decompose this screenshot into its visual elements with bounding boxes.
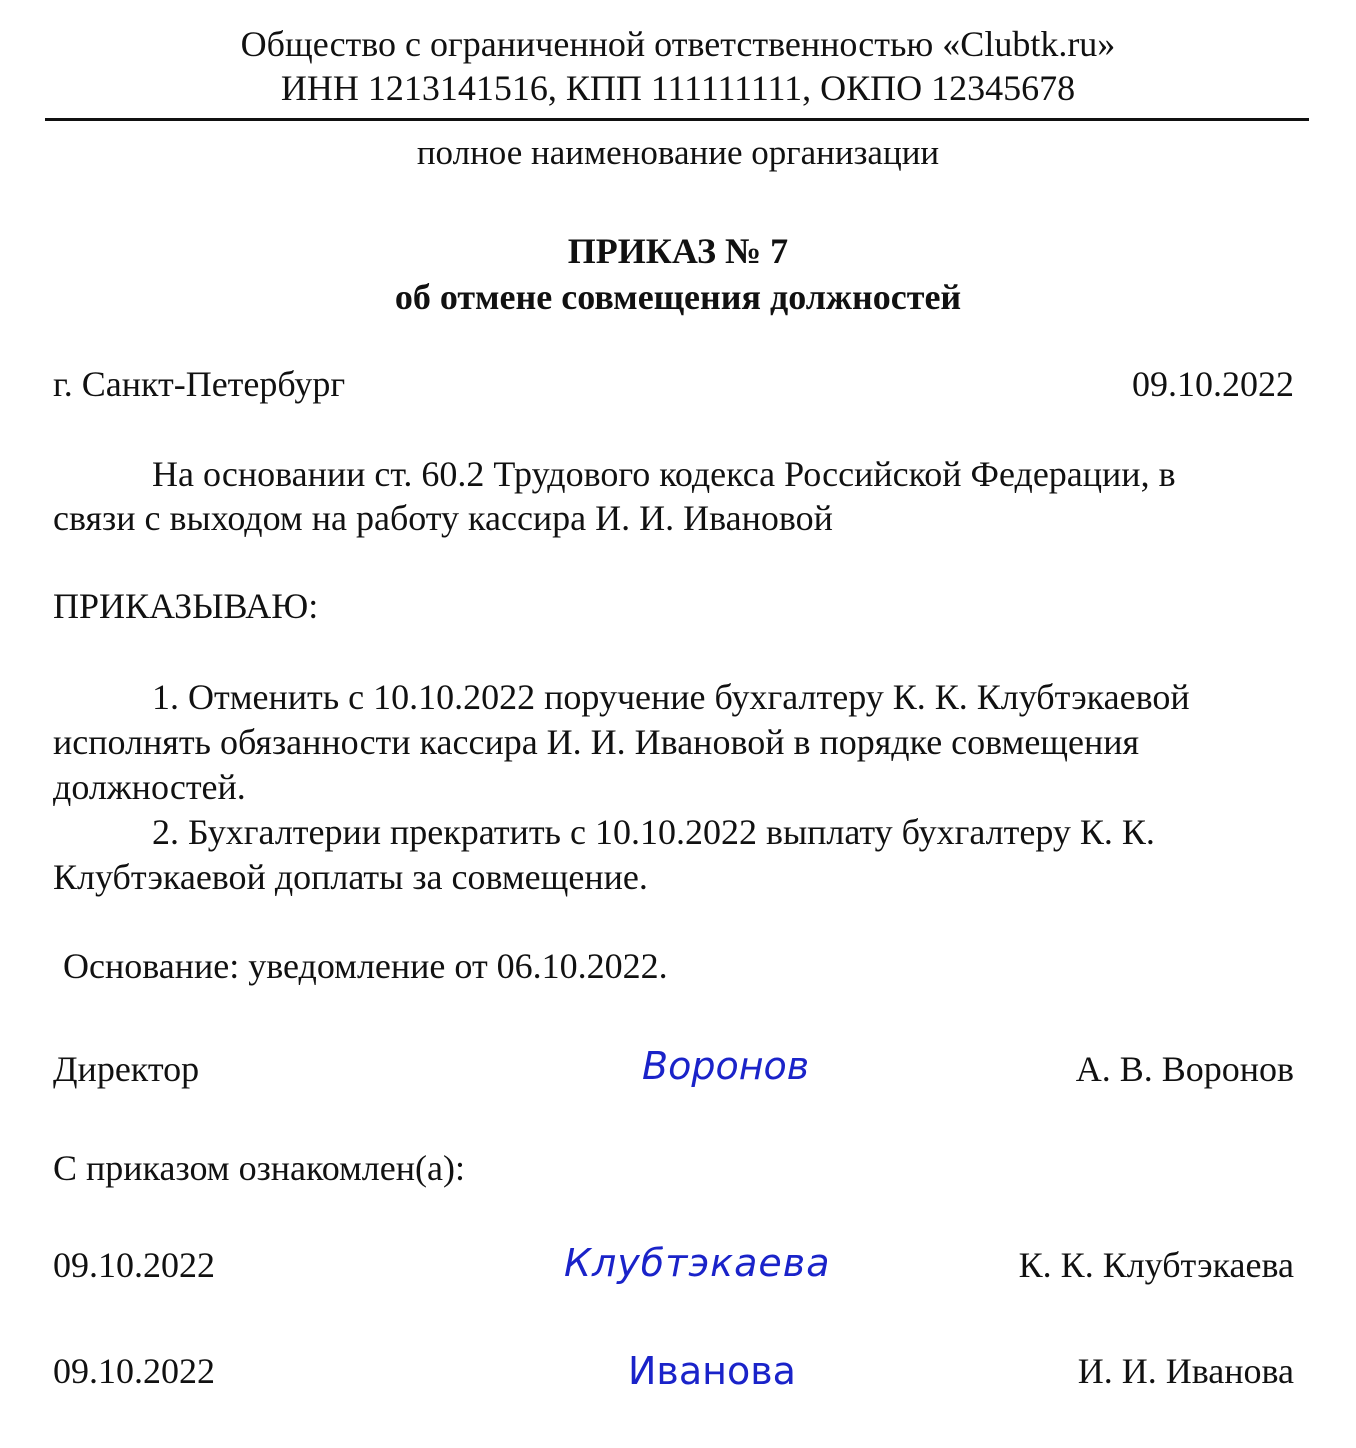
director-signature: Воронов	[642, 1044, 810, 1088]
ack-1-signature: Клубтэкаева	[564, 1241, 831, 1285]
organization-name: Общество с ограниченной ответственностью «Clubtk.ru»	[240, 24, 1116, 64]
order-basis: Основание: уведомление от 06.10.2022.	[63, 946, 668, 986]
order-city: г. Санкт-Петербург	[53, 364, 346, 404]
ack-2-name: И. И. Иванова	[1077, 1351, 1294, 1391]
item-1-line-2: исполнять обязанности кассира И. И. Ивановой в порядке совмещения	[53, 722, 1140, 762]
director-name: А. В. Воронов	[1075, 1049, 1294, 1089]
order-word: ПРИКАЗЫВАЮ:	[53, 586, 319, 626]
order-title: ПРИКАЗ № 7	[567, 231, 789, 271]
ack-1-date: 09.10.2022	[53, 1245, 215, 1285]
organization-requisites: ИНН 1213141516, КПП 111111111, ОКПО 12345678	[280, 68, 1076, 108]
order-subtitle: об отмене совмещения должностей	[394, 277, 962, 317]
director-position: Директор	[53, 1049, 200, 1089]
order-date: 09.10.2022	[1132, 364, 1294, 404]
acknowledged-label: С приказом ознакомлен(а):	[53, 1148, 465, 1188]
item-1-line-3: должностей.	[53, 767, 246, 807]
preamble-line-2: связи с выходом на работу кассира И. И. Ивановой	[53, 498, 833, 538]
preamble-line-1: На основании ст. 60.2 Трудового кодекса Российской Федерации, в	[152, 454, 1176, 494]
item-2-line-2: Клубтэкаевой доплаты за совмещение.	[53, 857, 648, 897]
item-2-line-1: 2. Бухгалтерии прекратить с 10.10.2022 выплату бухгалтеру К. К.	[152, 812, 1155, 852]
ack-1-name: К. К. Клубтэкаева	[1018, 1245, 1294, 1285]
ack-2-date: 09.10.2022	[53, 1351, 215, 1391]
organization-caption: полное наименование организации	[416, 133, 940, 172]
ack-2-signature: Иванова	[628, 1349, 796, 1393]
item-1-line-1: 1. Отменить с 10.10.2022 поручение бухгалтеру К. К. Клубтэкаевой	[152, 677, 1190, 717]
header-rule	[45, 118, 1309, 121]
